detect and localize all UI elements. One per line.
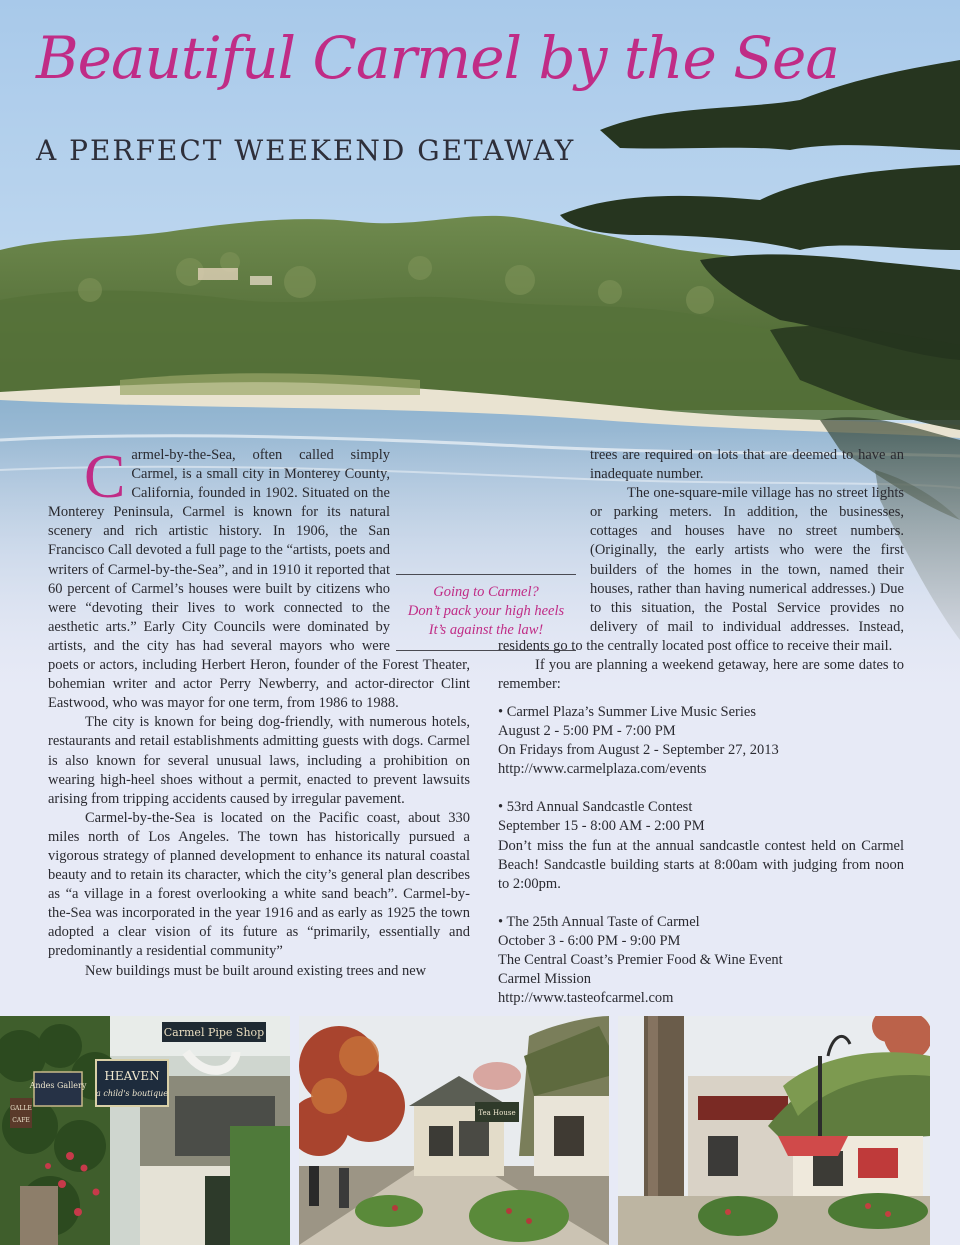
sign-gallery: Andes Gallery xyxy=(29,1081,87,1090)
event-link[interactable]: http://www.tasteofcarmel.com xyxy=(498,990,674,1007)
article-paragraph: If you are planning a weekend getaway, here are some dates to remember: xyxy=(498,657,904,693)
article-paragraph: armel-by-the-Sea, often called simply Carmel, is a small city in Monterey County, California, founded in 1902. Situated on the Monterey Peninsula, Carmel is known for its natural scenery and rich artistic history. In 1906, the San Francisco Call devoted a full page to the “artists, poets and writers of Carmel-by-the-Sea”, and in 1910 it reported that 60 percent of Carmel’s houses were built by citizens who were “devoting their lives to work connected to the aesthetic arts.” Early City Councils were dominated by artists, and the city has had several mayors who were poets or actors, including Herbert Heron, founder of the Forest Theater, bohemian writer and actor Perry Newberry, and actor-director Clint Eastwood, who was mayor for one term, from 1986 to 1988. xyxy=(48,447,470,712)
event-line: • 53rd Annual Sandcastle Contest xyxy=(498,799,693,816)
event-line: On Fridays from August 2 - September 27, 2013 xyxy=(498,742,779,759)
event-item xyxy=(498,913,904,1008)
event-item xyxy=(498,798,904,893)
sign-galle: GALLE xyxy=(10,1105,32,1112)
event-description: Don’t miss the fun at the annual sandcastle contest held on Carmel Beach! Sandcastle building starts at 8:00am with judging from noon to 2:00pm. xyxy=(498,837,904,892)
page-title: Beautiful Carmel by the Sea xyxy=(36,24,839,92)
sign-teahouse: Tea House xyxy=(478,1109,516,1117)
article-paragraph: trees are required on lots that are deemed to have an inadequate number. xyxy=(590,447,904,483)
sign-heaven: HEAVEN xyxy=(104,1069,160,1083)
events-list xyxy=(498,703,904,1027)
pull-quote-line: Going to Carmel? xyxy=(433,584,539,600)
event-line: Carmel Mission xyxy=(498,971,592,988)
event-line: • Carmel Plaza’s Summer Live Music Series xyxy=(498,704,756,720)
event-link[interactable]: http://www.carmelplaza.com/events xyxy=(498,761,707,778)
street-photo xyxy=(299,1016,609,1245)
article-paragraph: The one-square-mile village has no street lights or parking meters. In addition, the businesses, cottages and houses have no street numbers. (Originally, the early artists who were the first builders of the homes in the town, named their houses, rather than having numerical addresses.) Due to this situation, the Postal Service provides no delivery of mail to individual addresses. Instead, residents go to the centrally located post office to receive their mail. xyxy=(498,485,904,654)
sign-heaven-subtitle: a child's boutique xyxy=(96,1089,168,1098)
article-paragraph: Carmel-by-the-Sea is located on the Pacific coast, about 330 miles north of Los Angeles. The town has historically pursued a vigorous strategy of planned development to enhance its natural coastal beauty and to retain its character, which the city’s general plan describes as “a village in a forest overlooking a white sand beach”. Carmel-by-the-Sea was incorporated in the year 1916 and as early as 1925 the town adopted a clear vision of its future as “primarily, essentially and predominantly a residential community” xyxy=(48,809,470,960)
sign-cafe: CAFE xyxy=(12,1117,30,1124)
pull-quote-line: It’s against the law! xyxy=(428,622,544,639)
article-paragraph: The city is known for being dog-friendly, with numerous hotels, restaurants and retail establishments admitting guests with dogs. Carmel is also known for several unusual laws, including a prohibition on wearing high-heel shoes without a permit, enacted to prevent lawsuits arising from tripping accidents caused by irregular pavement. xyxy=(48,714,470,807)
sign-pipe-shop: Carmel Pipe Shop xyxy=(163,1026,265,1039)
storefront-photo xyxy=(0,1016,290,1245)
event-line: October 3 - 6:00 PM - 9:00 PM xyxy=(498,932,681,949)
event-line: The Central Coast’s Premier Food & Wine Event xyxy=(498,952,783,969)
event-line: • The 25th Annual Taste of Carmel xyxy=(498,913,700,930)
page-subtitle: A PERFECT WEEKEND GETAWAY xyxy=(36,134,576,167)
event-line: September 15 - 8:00 AM - 2:00 PM xyxy=(498,818,705,835)
article-left-column xyxy=(48,443,470,981)
event-item xyxy=(498,703,904,779)
drop-cap: C xyxy=(84,443,126,511)
cottage-photo xyxy=(618,1016,930,1245)
event-line: August 2 - 5:00 PM - 7:00 PM xyxy=(498,723,676,740)
photo-pipe-shop xyxy=(0,1016,290,1245)
photo-cottage xyxy=(618,1016,930,1245)
pull-quote-line: Don’t pack your high heels xyxy=(407,603,565,620)
photo-village-street xyxy=(299,1016,609,1245)
article-right-column xyxy=(498,446,904,694)
article-paragraph: New buildings must be built around existing trees and new xyxy=(85,962,427,979)
